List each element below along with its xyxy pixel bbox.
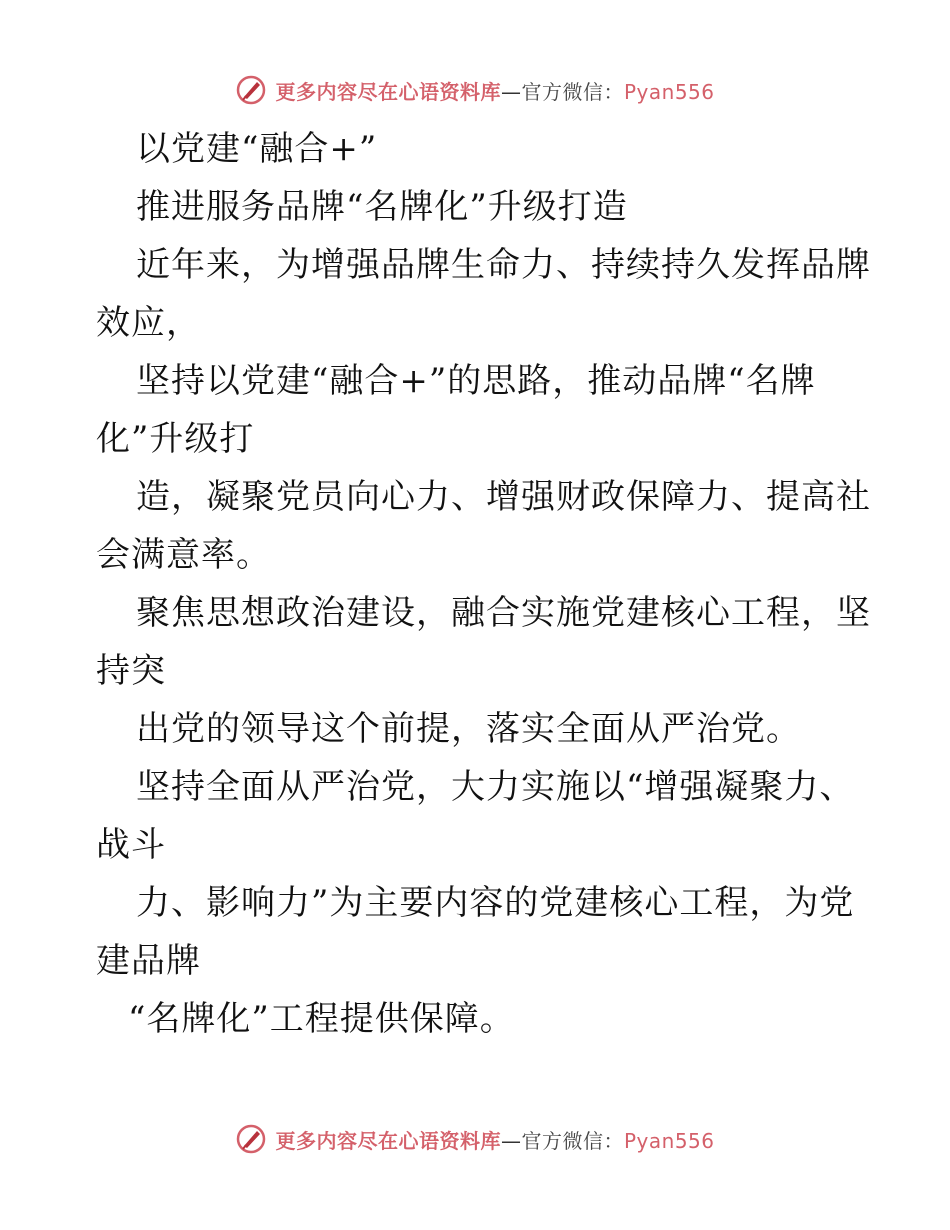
quill-logo-icon [235,1123,267,1155]
banner-separator: — [500,1128,522,1153]
body-line: 会满意率。 [96,535,271,575]
header-banner [0,70,950,110]
body-line: 坚持以党建“融合+”的思路，推动品牌“名牌 [136,361,816,401]
body-line: 坚持全面从严治党，大力实施以“增强凝聚力、 [136,767,855,807]
banner-wechat-id: Pyan556 [623,1128,715,1153]
body-line: 战斗 [96,825,166,865]
footer-banner [0,1119,950,1159]
body-line: “名牌化”工程提供保障。 [128,999,515,1039]
body-line: 出党的领导这个前提，落实全面从严治党。 [136,709,801,749]
body-line: 化”升级打 [96,419,255,459]
body-line: 近年来，为增强品牌生命力、持续持久发挥品牌 [136,245,871,285]
body-line: 造，凝聚党员向心力、增强财政保障力、提高社 [136,477,871,517]
body-line: 力、影响力”为主要内容的党建核心工程，为党 [136,883,855,923]
quill-logo-icon [235,74,267,106]
banner-main-text: 更多内容尽在心语资料库 [275,1128,501,1153]
banner-wechat-id: Pyan556 [623,79,715,104]
banner-separator: — [500,79,522,104]
banner-wechat-label: 官方微信： [521,1128,624,1153]
body-line: 效应， [96,303,201,343]
body-line: 持突 [96,651,166,691]
banner-wechat-label: 官方微信： [521,79,624,104]
banner-main-text: 更多内容尽在心语资料库 [275,79,501,104]
body-line-title-2: 推进服务品牌“名牌化”升级打造 [136,187,628,227]
body-line-title-1: 以党建“融合+” [136,129,378,169]
body-line: 建品牌 [96,941,201,981]
body-line: 聚焦思想政治建设，融合实施党建核心工程，坚 [136,593,871,633]
document-body [96,120,871,1048]
